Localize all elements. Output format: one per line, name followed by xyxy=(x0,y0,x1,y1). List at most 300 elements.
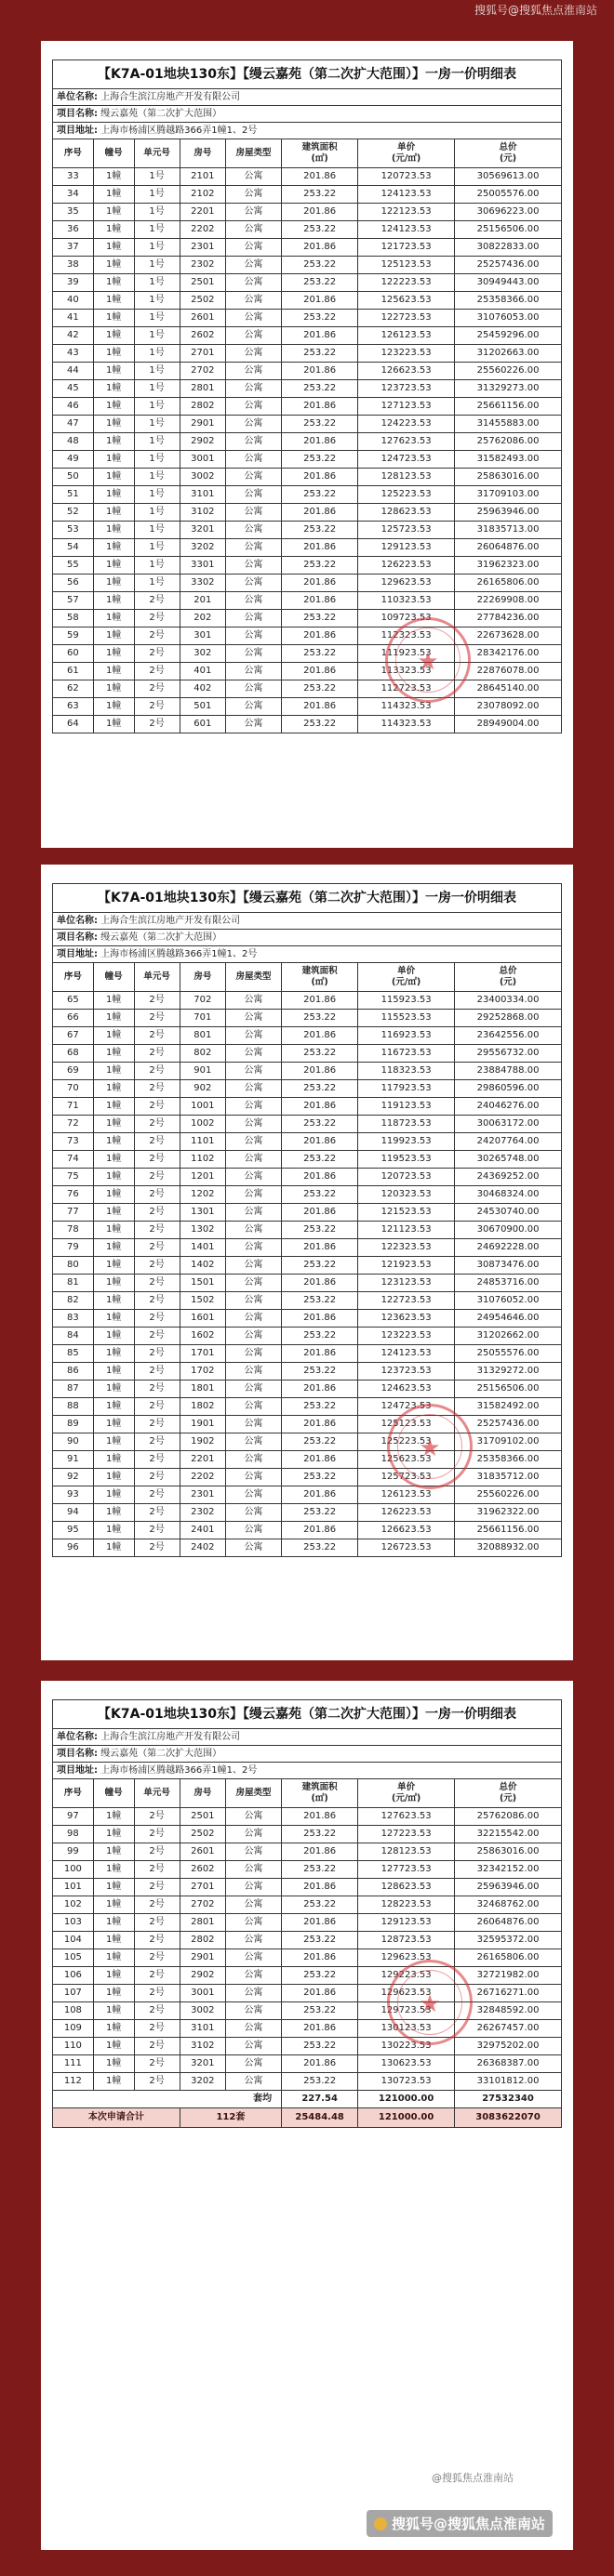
table-cell: 1幢 xyxy=(93,168,134,186)
table-cell: 2号 xyxy=(134,1133,180,1151)
table-cell: 1幢 xyxy=(93,398,134,416)
table-cell: 127123.53 xyxy=(358,398,455,416)
table-cell: 公寓 xyxy=(225,1380,281,1398)
footer-watermark-text: 搜狐号@搜狐焦点淮南站 xyxy=(391,2516,545,2532)
table-cell: 2号 xyxy=(134,1398,180,1416)
column-header: 单元号 xyxy=(134,963,180,992)
table-cell: 公寓 xyxy=(225,257,281,274)
table-cell: 1幢 xyxy=(93,1861,134,1879)
table-cell: 253.22 xyxy=(282,645,358,663)
table-cell: 253.22 xyxy=(282,557,358,575)
table-row xyxy=(53,1045,562,1063)
table-cell: 201.86 xyxy=(282,239,358,257)
table-row xyxy=(53,1186,562,1204)
table-cell: 253.22 xyxy=(282,1469,358,1486)
table-cell: 1号 xyxy=(134,416,180,433)
table-cell: 2号 xyxy=(134,1116,180,1133)
table-cell: 公寓 xyxy=(225,221,281,239)
table-cell: 28342176.00 xyxy=(455,645,562,663)
table-cell: 2号 xyxy=(134,698,180,716)
table-cell: 2902 xyxy=(180,1967,225,1985)
table-cell: 1601 xyxy=(180,1310,225,1328)
table-cell: 253.22 xyxy=(282,1151,358,1169)
table-cell: 31582493.00 xyxy=(455,451,562,469)
price-table xyxy=(52,139,562,733)
table-cell: 公寓 xyxy=(225,1861,281,1879)
table-cell: 37 xyxy=(53,239,94,257)
table-cell: 1幢 xyxy=(93,1098,134,1116)
table-cell: 25459296.00 xyxy=(455,327,562,345)
table-cell: 43 xyxy=(53,345,94,363)
table-cell: 130723.53 xyxy=(358,2073,455,2091)
table-row xyxy=(53,204,562,221)
table-cell: 78 xyxy=(53,1222,94,1239)
table-cell: 1号 xyxy=(134,186,180,204)
table-cell: 30569613.00 xyxy=(455,168,562,186)
developer-name: 上海合生滨江房地产开发有限公司 xyxy=(100,916,241,926)
table-row xyxy=(53,1063,562,1080)
table-cell: 126123.53 xyxy=(358,327,455,345)
table-row xyxy=(53,1257,562,1275)
table-cell: 1幢 xyxy=(93,1169,134,1186)
table-cell: 119923.53 xyxy=(358,1133,455,1151)
table-cell: 1702 xyxy=(180,1363,225,1380)
address-value: 上海市杨浦区腾越路366弄1幢1、2号 xyxy=(100,949,258,959)
table-cell: 30063172.00 xyxy=(455,1116,562,1133)
developer-line xyxy=(52,912,562,929)
table-cell: 201.86 xyxy=(282,539,358,557)
address-line xyxy=(52,945,562,962)
table-row xyxy=(53,1896,562,1914)
project-label: 项目名称: xyxy=(57,1749,98,1759)
table-cell: 253.22 xyxy=(282,1257,358,1275)
table-cell: 201.86 xyxy=(282,663,358,680)
table-row xyxy=(53,1932,562,1949)
table-cell: 1幢 xyxy=(93,486,134,504)
table-cell: 24530740.00 xyxy=(455,1204,562,1222)
table-cell: 2号 xyxy=(134,1328,180,1345)
table-cell: 253.22 xyxy=(282,2038,358,2055)
table-cell: 77 xyxy=(53,1204,94,1222)
table-cell: 25560226.00 xyxy=(455,363,562,380)
table-cell: 29252868.00 xyxy=(455,1010,562,1027)
table-row xyxy=(53,1380,562,1398)
table-cell: 2号 xyxy=(134,1949,180,1967)
table-cell: 30822833.00 xyxy=(455,239,562,257)
table-cell: 2号 xyxy=(134,2002,180,2020)
table-cell: 2号 xyxy=(134,1896,180,1914)
table-cell: 公寓 xyxy=(225,522,281,539)
table-cell: 57 xyxy=(53,592,94,610)
table-cell: 1幢 xyxy=(93,204,134,221)
table-cell: 31962322.00 xyxy=(455,1504,562,1522)
table-cell: 201.86 xyxy=(282,992,358,1010)
table-cell: 130223.53 xyxy=(358,2038,455,2055)
table-cell: 2202 xyxy=(180,1469,225,1486)
table-cell: 3002 xyxy=(180,2002,225,2020)
table-cell: 58 xyxy=(53,610,94,627)
table-cell: 2602 xyxy=(180,1861,225,1879)
table-cell: 2802 xyxy=(180,1932,225,1949)
table-cell: 70 xyxy=(53,1080,94,1098)
table-cell: 1幢 xyxy=(93,1826,134,1843)
table-cell: 2号 xyxy=(134,1826,180,1843)
table-cell: 2号 xyxy=(134,1879,180,1896)
table-cell: 1号 xyxy=(134,239,180,257)
table-row xyxy=(53,2055,562,2073)
table-cell: 126623.53 xyxy=(358,1522,455,1539)
table-cell: 127223.53 xyxy=(358,1826,455,1843)
table-cell: 1号 xyxy=(134,310,180,327)
table-cell: 123623.53 xyxy=(358,1310,455,1328)
table-cell: 公寓 xyxy=(225,1504,281,1522)
table-cell: 2501 xyxy=(180,1808,225,1826)
table-row xyxy=(53,698,562,716)
table-cell: 114323.53 xyxy=(358,716,455,733)
table-cell: 1002 xyxy=(180,1116,225,1133)
table-cell: 1幢 xyxy=(93,627,134,645)
project-line xyxy=(52,105,562,122)
table-cell: 1幢 xyxy=(93,1879,134,1896)
table-cell: 25257436.00 xyxy=(455,257,562,274)
table-cell: 公寓 xyxy=(225,1914,281,1932)
table-cell: 103 xyxy=(53,1914,94,1932)
table-cell: 2702 xyxy=(180,1896,225,1914)
table-cell: 253.22 xyxy=(282,1826,358,1843)
table-cell: 125223.53 xyxy=(358,486,455,504)
table-cell: 22876078.00 xyxy=(455,663,562,680)
table-cell: 26064876.00 xyxy=(455,1914,562,1932)
table-cell: 111 xyxy=(53,2055,94,2073)
table-cell: 2802 xyxy=(180,398,225,416)
table-cell: 701 xyxy=(180,1010,225,1027)
price-table xyxy=(52,962,562,1557)
table-cell: 120723.53 xyxy=(358,168,455,186)
table-cell: 22673628.00 xyxy=(455,627,562,645)
table-cell: 1幢 xyxy=(93,1363,134,1380)
address-label: 项目地址: xyxy=(57,125,98,136)
table-cell: 1幢 xyxy=(93,292,134,310)
table-cell: 1幢 xyxy=(93,310,134,327)
table-cell: 2号 xyxy=(134,592,180,610)
table-cell: 30873476.00 xyxy=(455,1257,562,1275)
developer-line xyxy=(52,88,562,105)
table-cell: 1幢 xyxy=(93,433,134,451)
table-row xyxy=(53,610,562,627)
table-cell: 1602 xyxy=(180,1328,225,1345)
table-cell: 2502 xyxy=(180,292,225,310)
table-row xyxy=(53,363,562,380)
table-cell: 71 xyxy=(53,1098,94,1116)
table-cell: 1号 xyxy=(134,539,180,557)
table-cell: 2801 xyxy=(180,1914,225,1932)
table-cell: 38 xyxy=(53,257,94,274)
table-cell: 公寓 xyxy=(225,274,281,292)
table-cell: 127623.53 xyxy=(358,433,455,451)
table-row xyxy=(53,1522,562,1539)
table-cell: 2号 xyxy=(134,1345,180,1363)
table-cell: 2502 xyxy=(180,1826,225,1843)
table-cell: 2号 xyxy=(134,1204,180,1222)
table-cell: 2402 xyxy=(180,1539,225,1557)
sheet-title: 【K7A-01地块130东】【缦云嘉苑（第二次扩大范围）】一房一价明细表 xyxy=(52,883,562,912)
table-cell: 122723.53 xyxy=(358,1292,455,1310)
table-cell: 1幢 xyxy=(93,345,134,363)
table-cell: 1幢 xyxy=(93,416,134,433)
table-cell: 1号 xyxy=(134,486,180,504)
table-cell: 2号 xyxy=(134,1861,180,1879)
table-cell: 120723.53 xyxy=(358,1169,455,1186)
table-cell: 24369252.00 xyxy=(455,1169,562,1186)
table-cell: 1幢 xyxy=(93,1504,134,1522)
table-cell: 201.86 xyxy=(282,698,358,716)
table-cell: 2902 xyxy=(180,433,225,451)
table-row xyxy=(53,1985,562,2002)
project-line xyxy=(52,1745,562,1762)
table-cell: 1幢 xyxy=(93,1310,134,1328)
table-cell: 25762086.00 xyxy=(455,1808,562,1826)
table-cell: 1幢 xyxy=(93,2055,134,2073)
table-cell: 2号 xyxy=(134,1416,180,1433)
table-cell: 111923.53 xyxy=(358,645,455,663)
table-row xyxy=(53,1027,562,1045)
column-header: 幢号 xyxy=(93,963,134,992)
column-header: 序号 xyxy=(53,139,94,168)
address-line xyxy=(52,1762,562,1778)
table-cell: 公寓 xyxy=(225,1328,281,1345)
table-row xyxy=(53,1169,562,1186)
table-row xyxy=(53,257,562,274)
table-row xyxy=(53,1292,562,1310)
table-cell: 公寓 xyxy=(225,204,281,221)
table-cell: 201.86 xyxy=(282,1098,358,1116)
table-cell: 25560226.00 xyxy=(455,1486,562,1504)
table-cell: 61 xyxy=(53,663,94,680)
table-cell: 公寓 xyxy=(225,1010,281,1027)
table-cell: 公寓 xyxy=(225,680,281,698)
table-cell: 1幢 xyxy=(93,2002,134,2020)
table-cell: 89 xyxy=(53,1416,94,1433)
table-cell: 25963946.00 xyxy=(455,1879,562,1896)
table-cell: 128623.53 xyxy=(358,1879,455,1896)
price-sheet-page-1 xyxy=(41,41,573,848)
table-cell: 67 xyxy=(53,1027,94,1045)
table-cell: 116723.53 xyxy=(358,1045,455,1063)
table-cell: 公寓 xyxy=(225,504,281,522)
table-cell: 3102 xyxy=(180,504,225,522)
table-cell: 115923.53 xyxy=(358,992,455,1010)
table-cell: 2号 xyxy=(134,1808,180,1826)
table-cell: 1幢 xyxy=(93,1914,134,1932)
table-cell: 124223.53 xyxy=(358,416,455,433)
table-cell: 253.22 xyxy=(282,2073,358,2091)
table-cell: 1幢 xyxy=(93,1204,134,1222)
table-row xyxy=(53,1861,562,1879)
table-cell: 25005576.00 xyxy=(455,186,562,204)
table-cell: 74 xyxy=(53,1151,94,1169)
total-count: 112套 xyxy=(180,2108,281,2128)
address-label: 项目地址: xyxy=(57,1765,98,1776)
column-header: 单价 (元/㎡) xyxy=(358,963,455,992)
table-cell: 1801 xyxy=(180,1380,225,1398)
table-cell: 公寓 xyxy=(225,1310,281,1328)
table-cell: 48 xyxy=(53,433,94,451)
table-cell: 2号 xyxy=(134,1186,180,1204)
table-cell: 25963946.00 xyxy=(455,504,562,522)
table-cell: 2号 xyxy=(134,1469,180,1486)
table-cell: 1幢 xyxy=(93,1292,134,1310)
table-cell: 2301 xyxy=(180,239,225,257)
table-cell: 124723.53 xyxy=(358,451,455,469)
table-cell: 1幢 xyxy=(93,610,134,627)
table-cell: 2101 xyxy=(180,168,225,186)
table-cell: 130623.53 xyxy=(358,2055,455,2073)
table-cell: 1幢 xyxy=(93,1133,134,1151)
table-cell: 69 xyxy=(53,1063,94,1080)
table-cell: 802 xyxy=(180,1045,225,1063)
table-cell: 102 xyxy=(53,1896,94,1914)
table-cell: 2号 xyxy=(134,1151,180,1169)
table-cell: 1幢 xyxy=(93,1416,134,1433)
column-header: 建筑面积 (㎡) xyxy=(282,139,358,168)
table-row xyxy=(53,1151,562,1169)
table-cell: 253.22 xyxy=(282,1080,358,1098)
table-cell: 公寓 xyxy=(225,2002,281,2020)
table-cell: 28949004.00 xyxy=(455,716,562,733)
column-header: 建筑面积 (㎡) xyxy=(282,963,358,992)
table-cell: 44 xyxy=(53,363,94,380)
table-cell: 32595372.00 xyxy=(455,1932,562,1949)
table-cell: 253.22 xyxy=(282,310,358,327)
table-cell: 1幢 xyxy=(93,1186,134,1204)
table-cell: 32342152.00 xyxy=(455,1861,562,1879)
table-cell: 24853716.00 xyxy=(455,1275,562,1292)
table-cell: 1幢 xyxy=(93,469,134,486)
table-cell: 85 xyxy=(53,1345,94,1363)
table-cell: 1号 xyxy=(134,168,180,186)
table-cell: 1幢 xyxy=(93,522,134,539)
table-cell: 201.86 xyxy=(282,327,358,345)
table-row xyxy=(53,1469,562,1486)
project-name: 缦云嘉苑（第二次扩大范围） xyxy=(100,109,222,119)
table-cell: 1201 xyxy=(180,1169,225,1186)
table-cell: 126123.53 xyxy=(358,1486,455,1504)
table-cell: 124123.53 xyxy=(358,1345,455,1363)
table-cell: 2号 xyxy=(134,2055,180,2073)
sheet-title: 【K7A-01地块130东】【缦云嘉苑（第二次扩大范围）】一房一价明细表 xyxy=(52,1699,562,1728)
table-cell: 1号 xyxy=(134,575,180,592)
grand-total-row xyxy=(53,2108,562,2128)
table-cell: 公寓 xyxy=(225,610,281,627)
table-row xyxy=(53,239,562,257)
table-cell: 31709103.00 xyxy=(455,486,562,504)
table-cell: 公寓 xyxy=(225,327,281,345)
table-cell: 2号 xyxy=(134,1451,180,1469)
table-cell: 112 xyxy=(53,2073,94,2091)
table-row xyxy=(53,539,562,557)
table-cell: 31582492.00 xyxy=(455,1398,562,1416)
table-cell: 129623.53 xyxy=(358,575,455,592)
table-cell: 2302 xyxy=(180,257,225,274)
total-label: 本次申请合计 xyxy=(53,2108,180,2128)
table-cell: 公寓 xyxy=(225,2073,281,2091)
table-cell: 28645140.00 xyxy=(455,680,562,698)
table-cell: 30696223.00 xyxy=(455,204,562,221)
table-cell: 公寓 xyxy=(225,1080,281,1098)
watermark-banner: 搜狐号@搜狐焦点淮南站 xyxy=(474,4,597,17)
table-cell: 202 xyxy=(180,610,225,627)
table-cell: 32975202.00 xyxy=(455,2038,562,2055)
table-cell: 1号 xyxy=(134,398,180,416)
table-cell: 3301 xyxy=(180,557,225,575)
table-cell: 1幢 xyxy=(93,1239,134,1257)
table-row xyxy=(53,575,562,592)
table-cell: 1幢 xyxy=(93,716,134,733)
table-cell: 公寓 xyxy=(225,1292,281,1310)
table-cell: 1幢 xyxy=(93,1080,134,1098)
table-cell: 1幢 xyxy=(93,1932,134,1949)
table-cell: 124123.53 xyxy=(358,186,455,204)
table-row xyxy=(53,663,562,680)
table-cell: 1幢 xyxy=(93,327,134,345)
table-cell: 1号 xyxy=(134,522,180,539)
table-cell: 32088932.00 xyxy=(455,1539,562,1557)
table-cell: 32215542.00 xyxy=(455,1826,562,1843)
table-row xyxy=(53,1222,562,1239)
table-cell: 2号 xyxy=(134,1292,180,1310)
table-row xyxy=(53,645,562,663)
table-cell: 125723.53 xyxy=(358,522,455,539)
table-cell: 253.22 xyxy=(282,1896,358,1914)
table-cell: 121523.53 xyxy=(358,1204,455,1222)
table-cell: 801 xyxy=(180,1027,225,1045)
table-cell: 2901 xyxy=(180,416,225,433)
table-cell: 公寓 xyxy=(225,716,281,733)
table-cell: 201.86 xyxy=(282,1169,358,1186)
table-cell: 253.22 xyxy=(282,186,358,204)
table-cell: 1幢 xyxy=(93,2073,134,2091)
table-cell: 31835713.00 xyxy=(455,522,562,539)
table-row xyxy=(53,416,562,433)
table-cell: 201.86 xyxy=(282,168,358,186)
table-cell: 2号 xyxy=(134,1027,180,1045)
table-cell: 1幢 xyxy=(93,1116,134,1133)
table-cell: 36 xyxy=(53,221,94,239)
table-cell: 129123.53 xyxy=(358,539,455,557)
table-row xyxy=(53,345,562,363)
header-row xyxy=(53,1779,562,1808)
table-cell: 公寓 xyxy=(225,663,281,680)
footer-watermark xyxy=(367,2510,553,2537)
table-cell: 2号 xyxy=(134,1098,180,1116)
seal-star-icon: ★ xyxy=(417,648,439,676)
table-cell: 1幢 xyxy=(93,2020,134,2038)
table-cell: 1幢 xyxy=(93,1451,134,1469)
table-cell: 253.22 xyxy=(282,1504,358,1522)
table-cell: 3101 xyxy=(180,2020,225,2038)
table-cell: 公寓 xyxy=(225,1186,281,1204)
price-sheet-page-2 xyxy=(41,865,573,1660)
table-cell: 公寓 xyxy=(225,575,281,592)
column-header: 总价 (元) xyxy=(455,963,562,992)
table-row xyxy=(53,2020,562,2038)
table-cell: 93 xyxy=(53,1486,94,1504)
table-cell: 2302 xyxy=(180,1504,225,1522)
developer-name: 上海合生滨江房地产开发有限公司 xyxy=(100,92,241,102)
table-cell: 253.22 xyxy=(282,716,358,733)
table-cell: 201.86 xyxy=(282,292,358,310)
table-cell: 1幢 xyxy=(93,1539,134,1557)
